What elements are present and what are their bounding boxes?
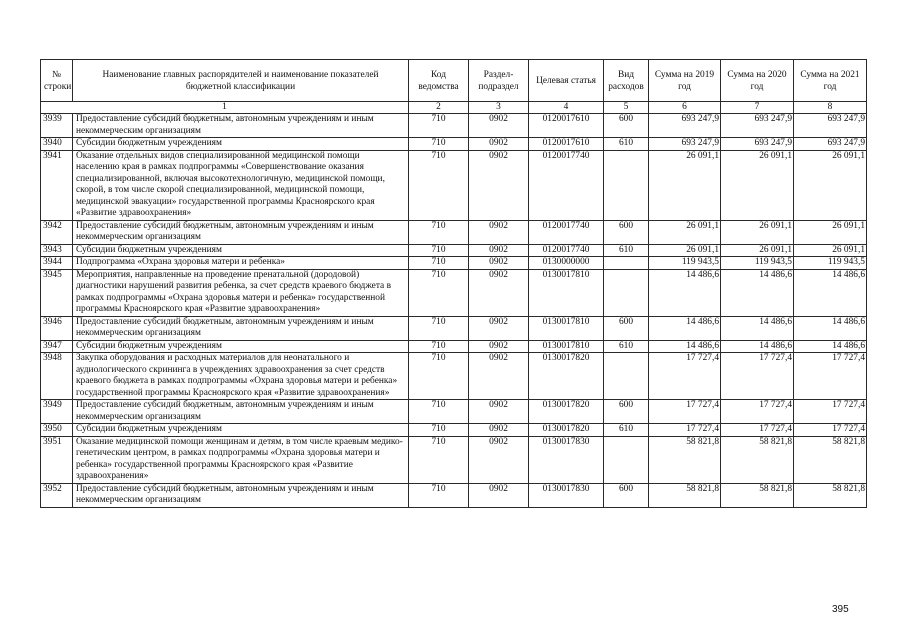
sum-2019-cell: 693 247,9 [649, 138, 721, 151]
header-sum-2020: Сумма на 2020 год [721, 60, 794, 102]
section-cell: 0902 [469, 400, 529, 424]
column-number: 3 [469, 102, 529, 114]
table-row [41, 353, 867, 400]
department-code-cell: 710 [409, 114, 469, 138]
sum-2020-cell: 693 247,9 [721, 138, 794, 151]
department-code-cell: 710 [409, 138, 469, 151]
section-cell: 0902 [469, 150, 529, 220]
expense-type-cell [604, 257, 649, 270]
expense-type-cell [604, 150, 649, 220]
section-cell: 0902 [469, 316, 529, 340]
sum-2020-cell: 14 486,6 [721, 269, 794, 316]
row-number-cell: 3946 [41, 316, 73, 340]
row-number-cell: 3944 [41, 257, 73, 270]
sum-2021-cell: 58 821,8 [794, 436, 867, 483]
sum-2019-cell: 693 247,9 [649, 114, 721, 138]
sum-2019-cell: 58 821,8 [649, 483, 721, 507]
header-row-number: № строки [41, 60, 73, 102]
sum-2021-cell: 14 486,6 [794, 316, 867, 340]
table-row [41, 150, 867, 220]
sum-2020-cell: 17 727,4 [721, 353, 794, 400]
row-name-cell: Оказание медицинской помощи женщинам и детям, в том числе краевым медико-генетическим центром, в рамках подпрограммы «Охрана здоровья матери и ребенка» государственной программы Красноярского края «Развитие здравоохранения» [73, 436, 409, 483]
target-article-cell: 0130017820 [529, 400, 604, 424]
expense-type-cell: 610 [604, 138, 649, 151]
target-article-cell: 0130017820 [529, 353, 604, 400]
section-cell: 0902 [469, 483, 529, 507]
row-name-cell: Закупка оборудования и расходных материалов для неонатального и аудиологического скрининга в учреждениях здравоохранения за счет средств краевого бюджета в рамках подпрограммы «Охрана здоровья матери и ребенка» государственной программы Красноярского края «Развитие здравоохранения» [73, 353, 409, 400]
department-code-cell: 710 [409, 150, 469, 220]
table-row [41, 424, 867, 437]
sum-2019-cell: 119 943,5 [649, 257, 721, 270]
department-code-cell: 710 [409, 220, 469, 244]
column-number: 1 [41, 102, 409, 114]
budget-table [40, 59, 867, 508]
sum-2021-cell: 14 486,6 [794, 269, 867, 316]
expense-type-cell: 610 [604, 244, 649, 257]
sum-2020-cell: 14 486,6 [721, 340, 794, 353]
row-name-cell: Субсидии бюджетным учреждениям [73, 244, 409, 257]
department-code-cell: 710 [409, 353, 469, 400]
column-number: 4 [529, 102, 604, 114]
section-cell: 0902 [469, 353, 529, 400]
row-name-cell: Субсидии бюджетным учреждениям [73, 424, 409, 437]
row-name-cell: Мероприятия, направленные на проведение пренатальной (дородовой) диагностики нарушений развития ребенка, за счет средств краевого бюджета в рамках подпрограммы «Охрана здоровья матери и ребенка» государственной программы Красноярского края «Развитие здравоохранения» [73, 269, 409, 316]
sum-2021-cell: 14 486,6 [794, 340, 867, 353]
expense-type-cell [604, 436, 649, 483]
section-cell: 0902 [469, 257, 529, 270]
sum-2021-cell: 26 091,1 [794, 244, 867, 257]
target-article-cell: 0130000000 [529, 257, 604, 270]
section-cell: 0902 [469, 340, 529, 353]
sum-2019-cell: 14 486,6 [649, 316, 721, 340]
sum-2021-cell: 119 943,5 [794, 257, 867, 270]
sum-2021-cell: 17 727,4 [794, 353, 867, 400]
row-name-cell: Предоставление субсидий бюджетным, автономным учреждениям и иным некоммерческим организациям [73, 114, 409, 138]
department-code-cell: 710 [409, 340, 469, 353]
column-number: 8 [794, 102, 867, 114]
row-number-cell: 3943 [41, 244, 73, 257]
row-number-cell: 3950 [41, 424, 73, 437]
row-number-cell: 3940 [41, 138, 73, 151]
expense-type-cell [604, 353, 649, 400]
row-name-cell: Предоставление субсидий бюджетным, автономным учреждениям и иным некоммерческим организациям [73, 220, 409, 244]
sum-2020-cell: 119 943,5 [721, 257, 794, 270]
sum-2019-cell: 14 486,6 [649, 269, 721, 316]
sum-2021-cell: 693 247,9 [794, 138, 867, 151]
department-code-cell: 710 [409, 269, 469, 316]
section-cell: 0902 [469, 269, 529, 316]
target-article-cell: 0120017740 [529, 150, 604, 220]
expense-type-cell [604, 269, 649, 316]
table-row [41, 220, 867, 244]
row-name-cell: Предоставление субсидий бюджетным, автономным учреждениям и иным некоммерческим организациям [73, 316, 409, 340]
table-row [41, 436, 867, 483]
section-cell: 0902 [469, 424, 529, 437]
sum-2019-cell: 58 821,8 [649, 436, 721, 483]
target-article-cell: 0130017810 [529, 316, 604, 340]
header-sum-2019: Сумма на 2019 год [649, 60, 721, 102]
target-article-cell: 0130017830 [529, 483, 604, 507]
header-expense-type: Вид расходов [604, 60, 649, 102]
target-article-cell: 0120017610 [529, 114, 604, 138]
sum-2020-cell: 58 821,8 [721, 436, 794, 483]
sum-2020-cell: 17 727,4 [721, 400, 794, 424]
expense-type-cell: 600 [604, 220, 649, 244]
sum-2019-cell: 26 091,1 [649, 244, 721, 257]
section-cell: 0902 [469, 436, 529, 483]
expense-type-cell: 600 [604, 316, 649, 340]
target-article-cell: 0120017740 [529, 220, 604, 244]
row-name-cell: Предоставление субсидий бюджетным, автономным учреждениям и иным некоммерческим организациям [73, 483, 409, 507]
column-number: 6 [649, 102, 721, 114]
sum-2021-cell: 26 091,1 [794, 150, 867, 220]
department-code-cell: 710 [409, 424, 469, 437]
sum-2020-cell: 26 091,1 [721, 244, 794, 257]
target-article-cell: 0130017820 [529, 424, 604, 437]
sum-2021-cell: 693 247,9 [794, 114, 867, 138]
column-number: 7 [721, 102, 794, 114]
column-number-row [41, 102, 867, 114]
sum-2021-cell: 17 727,4 [794, 400, 867, 424]
row-name-cell: Оказание отдельных видов специализированной медицинской помощи населению края в рамках подпрограммы «Совершенствование оказания специализированной, включая высокотехнологичную, медицинской помощи, скорой, в том числе скорой специализированной, медицинской помощи, медицинской эвакуации» государственной программы Красноярского края «Развитие здравоохранения» [73, 150, 409, 220]
header-sum-2021: Сумма на 2021 год [794, 60, 867, 102]
row-number-cell: 3939 [41, 114, 73, 138]
sum-2021-cell: 26 091,1 [794, 220, 867, 244]
column-number: 5 [604, 102, 649, 114]
header-section: Раздел-подраздел [469, 60, 529, 102]
sum-2020-cell: 14 486,6 [721, 316, 794, 340]
department-code-cell: 710 [409, 257, 469, 270]
expense-type-cell: 610 [604, 340, 649, 353]
row-number-cell: 3952 [41, 483, 73, 507]
sum-2019-cell: 17 727,4 [649, 400, 721, 424]
department-code-cell: 710 [409, 400, 469, 424]
header-target-article: Целевая статья [529, 60, 604, 102]
table-row [41, 244, 867, 257]
row-number-cell: 3947 [41, 340, 73, 353]
sum-2021-cell: 58 821,8 [794, 483, 867, 507]
row-name-cell: Предоставление субсидий бюджетным, автономным учреждениям и иным некоммерческим организациям [73, 400, 409, 424]
expense-type-cell: 600 [604, 114, 649, 138]
table-row [41, 257, 867, 270]
department-code-cell: 710 [409, 436, 469, 483]
sum-2021-cell: 17 727,4 [794, 424, 867, 437]
target-article-cell: 0130017810 [529, 269, 604, 316]
sum-2019-cell: 14 486,6 [649, 340, 721, 353]
table-body [41, 114, 867, 508]
sum-2019-cell: 17 727,4 [649, 353, 721, 400]
expense-type-cell: 610 [604, 424, 649, 437]
sum-2019-cell: 17 727,4 [649, 424, 721, 437]
sum-2019-cell: 26 091,1 [649, 150, 721, 220]
sum-2020-cell: 17 727,4 [721, 424, 794, 437]
department-code-cell: 710 [409, 483, 469, 507]
sum-2020-cell: 58 821,8 [721, 483, 794, 507]
expense-type-cell: 600 [604, 483, 649, 507]
row-name-cell: Подпрограмма «Охрана здоровья матери и ребенка» [73, 257, 409, 270]
row-number-cell: 3949 [41, 400, 73, 424]
header-name: Наименование главных распорядителей и наименование показателей бюджетной классификации [73, 60, 409, 102]
table-row [41, 400, 867, 424]
table-row [41, 138, 867, 151]
target-article-cell: 0130017810 [529, 340, 604, 353]
table-row [41, 114, 867, 138]
section-cell: 0902 [469, 244, 529, 257]
section-cell: 0902 [469, 220, 529, 244]
department-code-cell: 710 [409, 316, 469, 340]
header-row [41, 60, 867, 102]
table-row [41, 340, 867, 353]
sum-2019-cell: 26 091,1 [649, 220, 721, 244]
sum-2020-cell: 26 091,1 [721, 220, 794, 244]
column-number: 2 [409, 102, 469, 114]
target-article-cell: 0120017610 [529, 138, 604, 151]
row-number-cell: 3942 [41, 220, 73, 244]
row-number-cell: 3951 [41, 436, 73, 483]
table-row [41, 316, 867, 340]
row-number-cell: 3948 [41, 353, 73, 400]
section-cell: 0902 [469, 138, 529, 151]
table-row [41, 483, 867, 507]
page-number: 395 [832, 604, 849, 615]
table-row [41, 269, 867, 316]
row-number-cell: 3945 [41, 269, 73, 316]
section-cell: 0902 [469, 114, 529, 138]
target-article-cell: 0130017830 [529, 436, 604, 483]
sum-2020-cell: 693 247,9 [721, 114, 794, 138]
department-code-cell: 710 [409, 244, 469, 257]
expense-type-cell: 600 [604, 400, 649, 424]
row-name-cell: Субсидии бюджетным учреждениям [73, 340, 409, 353]
sum-2020-cell: 26 091,1 [721, 150, 794, 220]
target-article-cell: 0120017740 [529, 244, 604, 257]
header-department-code: Код ведомства [409, 60, 469, 102]
row-name-cell: Субсидии бюджетным учреждениям [73, 138, 409, 151]
budget-table-page [40, 59, 866, 508]
row-number-cell: 3941 [41, 150, 73, 220]
